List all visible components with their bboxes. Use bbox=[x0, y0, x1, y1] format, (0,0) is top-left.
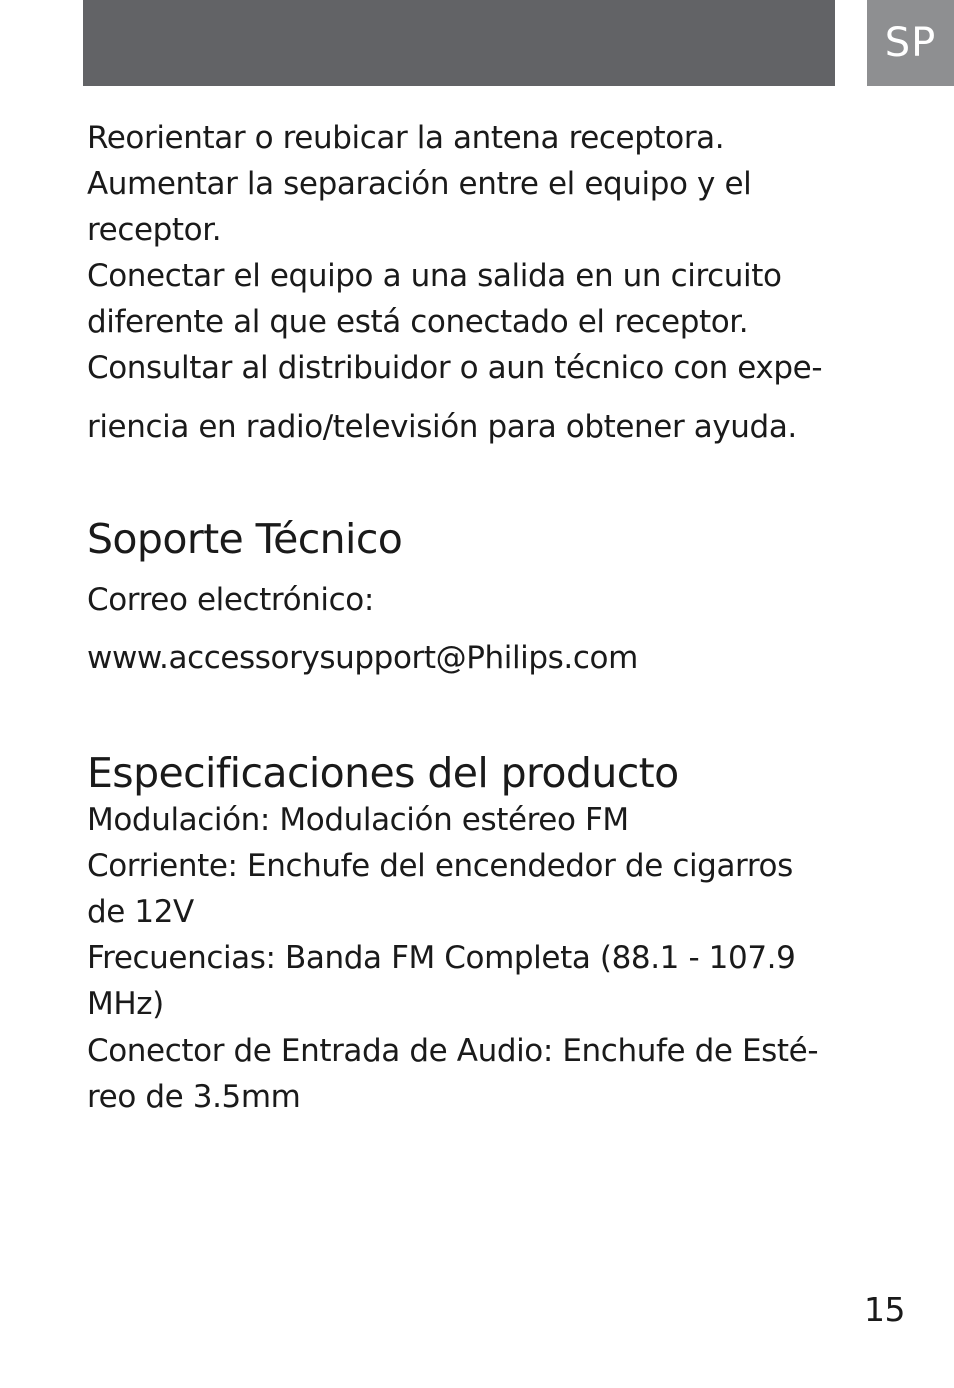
specs-heading: Especificaciones del producto bbox=[87, 749, 679, 797]
language-tab: SP bbox=[867, 0, 954, 86]
intro-line: Aumentar la separación entre el equipo y el bbox=[87, 166, 752, 202]
intro-line: Consultar al distribuidor o aun técnico con expe- bbox=[87, 350, 823, 386]
page-number: 15 bbox=[864, 1290, 905, 1329]
intro-line: diferente al que está conectado el receptor. bbox=[87, 304, 749, 340]
intro-line: receptor. bbox=[87, 212, 222, 248]
spec-line: Frecuencias: Banda FM Completa (88.1 - 107.9 bbox=[87, 940, 796, 976]
email-label: Correo electrónico: bbox=[87, 582, 374, 618]
spec-line: Corriente: Enchufe del encendedor de cigarros bbox=[87, 848, 793, 884]
intro-line: riencia en radio/televisión para obtener ayuda. bbox=[87, 409, 797, 445]
intro-line: Reorientar o reubicar la antena receptora. bbox=[87, 120, 725, 156]
spec-line: Modulación: Modulación estéreo FM bbox=[87, 802, 629, 838]
email-value: www.accessorysupport@Philips.com bbox=[87, 640, 638, 676]
intro-line: Conectar el equipo a una salida en un circuito bbox=[87, 258, 782, 294]
spec-line: de 12V bbox=[87, 894, 194, 930]
spec-line: Conector de Entrada de Audio: Enchufe de Esté- bbox=[87, 1033, 819, 1069]
header-bar bbox=[83, 0, 835, 86]
support-heading: Soporte Técnico bbox=[87, 515, 403, 563]
spec-line: reo de 3.5mm bbox=[87, 1079, 301, 1115]
spec-line: MHz) bbox=[87, 986, 164, 1022]
